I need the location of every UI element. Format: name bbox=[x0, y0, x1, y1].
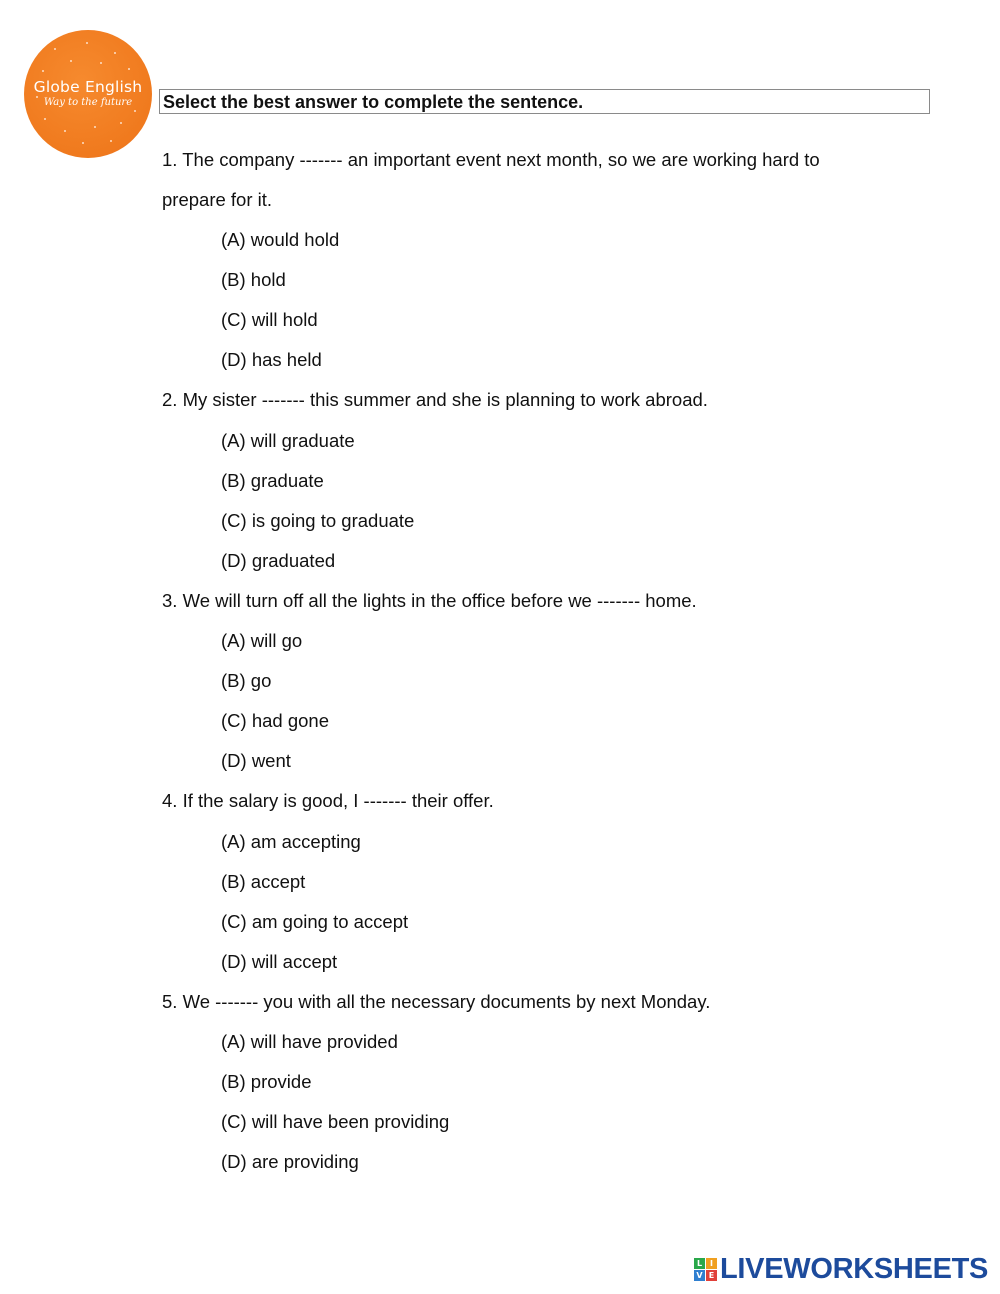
question-3-text: 3. We will turn off all the lights in the office before we ------- home. bbox=[162, 590, 697, 611]
globe-english-logo bbox=[24, 30, 152, 158]
question-3-option-b[interactable]: (B) go bbox=[221, 670, 272, 691]
question-3-option-c[interactable]: (C) had gone bbox=[221, 710, 329, 731]
logo-letter-l: L bbox=[694, 1258, 705, 1269]
question-4-option-c[interactable]: (C) am going to accept bbox=[221, 911, 409, 932]
logo-title: Globe English bbox=[33, 78, 143, 96]
logo-letter-v: V bbox=[694, 1270, 705, 1281]
question-2-option-a[interactable]: (A) will graduate bbox=[221, 430, 355, 451]
question-1-option-a[interactable]: (A) would hold bbox=[221, 229, 340, 250]
question-1-option-c[interactable]: (C) will hold bbox=[221, 309, 318, 330]
instruction-heading: Select the best answer to complete the sentence. bbox=[159, 89, 930, 114]
question-3-option-a[interactable]: (A) will go bbox=[221, 630, 303, 651]
question-5-option-d[interactable]: (D) are providing bbox=[221, 1151, 359, 1172]
question-5-option-a[interactable]: (A) will have provided bbox=[221, 1031, 398, 1052]
question-2-text: 2. My sister ------- this summer and she is planning to work abroad. bbox=[162, 389, 708, 410]
logo-letter-i: I bbox=[706, 1258, 717, 1269]
logo-tagline: Way to the future bbox=[43, 97, 133, 108]
question-1-text-continued: prepare for it. bbox=[162, 189, 273, 210]
question-4-option-a[interactable]: (A) am accepting bbox=[221, 831, 361, 852]
question-4-option-d[interactable]: (D) will accept bbox=[221, 951, 338, 972]
question-1-option-b[interactable]: (B) hold bbox=[221, 269, 286, 290]
question-2-option-c[interactable]: (C) is going to graduate bbox=[221, 510, 415, 531]
question-2-option-b[interactable]: (B) graduate bbox=[221, 470, 324, 491]
liveworksheets-wordmark: LIVEWORKSHEETS bbox=[720, 1252, 989, 1285]
liveworksheets-brand bbox=[694, 1254, 988, 1284]
question-1-text: 1. The company ------- an important event next month, so we are working hard to bbox=[162, 149, 820, 170]
question-4-option-b[interactable]: (B) accept bbox=[221, 871, 306, 892]
logo-letter-e: E bbox=[706, 1270, 717, 1281]
question-5-text: 5. We ------- you with all the necessary documents by next Monday. bbox=[162, 991, 711, 1012]
question-1-option-d[interactable]: (D) has held bbox=[221, 349, 322, 370]
question-2-option-d[interactable]: (D) graduated bbox=[221, 550, 336, 571]
liveworksheets-logo-icon bbox=[694, 1258, 717, 1281]
question-4-text: 4. If the salary is good, I ------- their offer. bbox=[162, 790, 494, 811]
question-5-option-c[interactable]: (C) will have been providing bbox=[221, 1111, 450, 1132]
question-5-option-b[interactable]: (B) provide bbox=[221, 1071, 312, 1092]
question-3-option-d[interactable]: (D) went bbox=[221, 750, 291, 771]
